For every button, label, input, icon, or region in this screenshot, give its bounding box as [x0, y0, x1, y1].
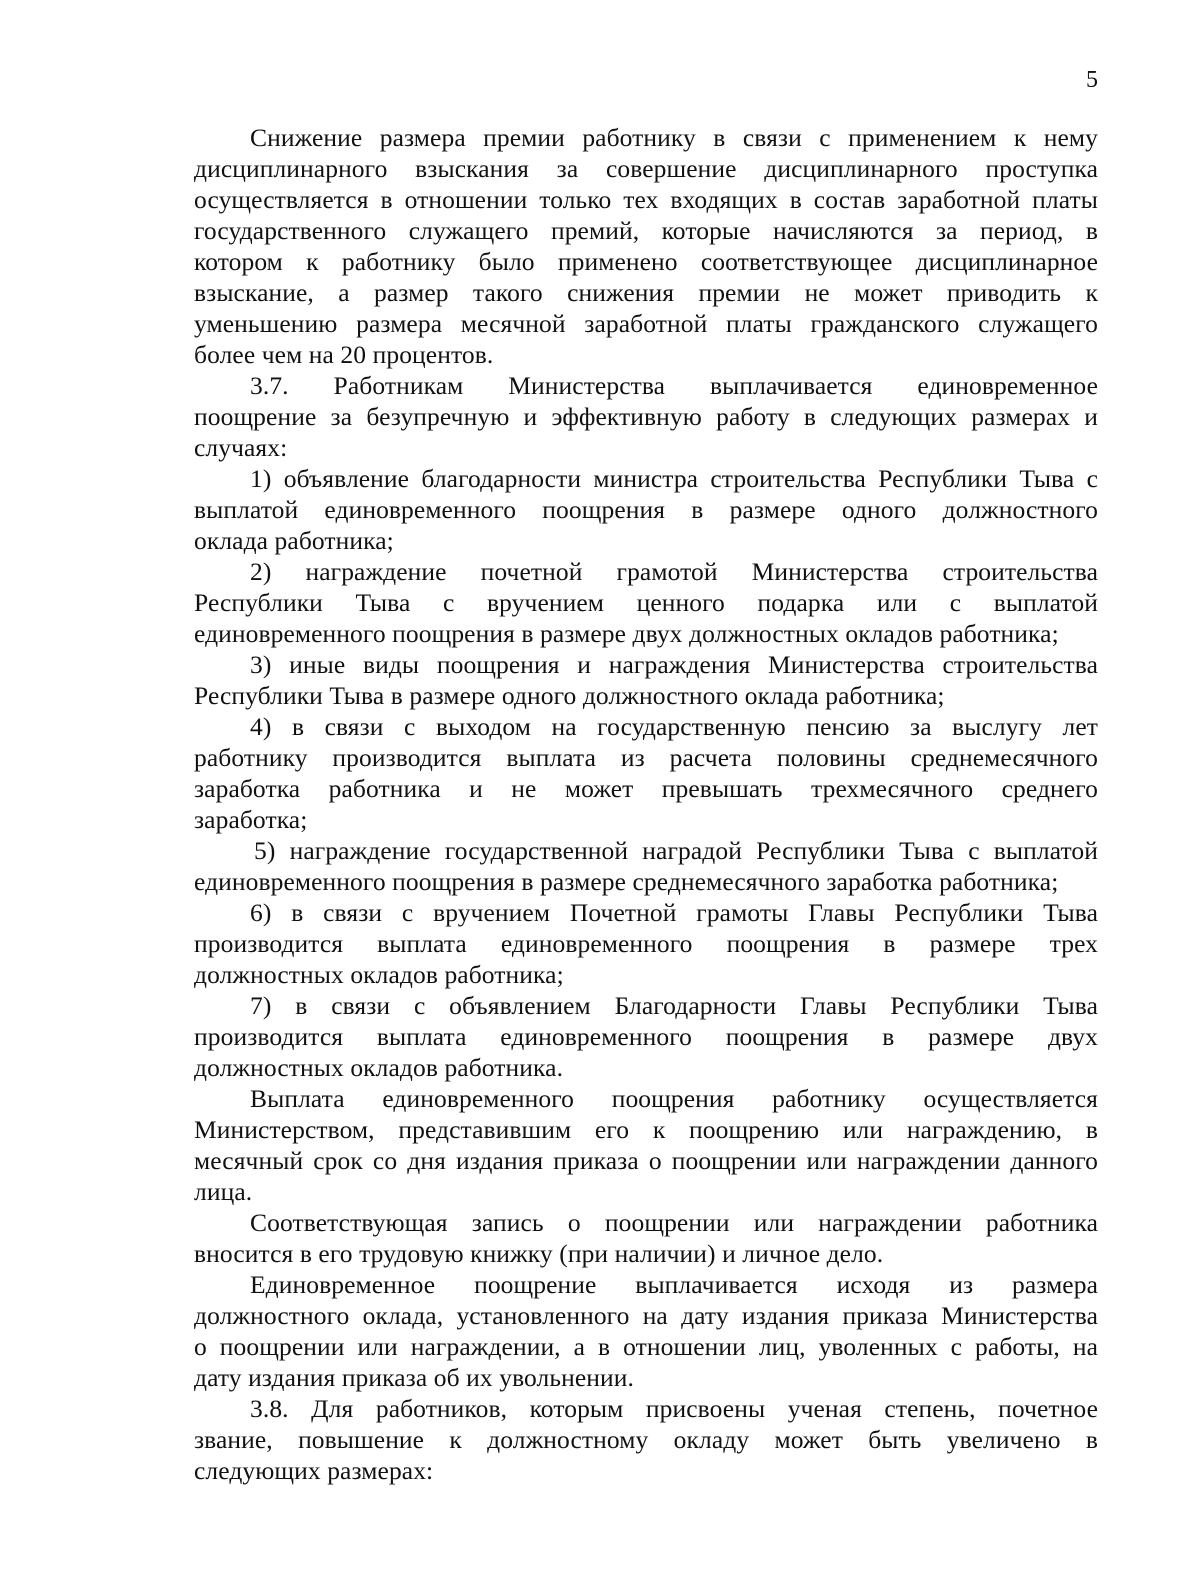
- text-line: случаях:: [194, 433, 288, 462]
- text-line: единовременного поощрения в размере среднемесячного заработка работника;: [194, 867, 1059, 896]
- text-line: оклада работника;: [194, 526, 394, 555]
- text-line: производится выплата единовременного поощрения в размере трех: [194, 929, 1098, 958]
- paragraph: [194, 1269, 1098, 1393]
- text-line: Снижение размера премии работнику в связи с применением к нему: [250, 123, 1098, 152]
- paragraph: [194, 1393, 1098, 1486]
- text-line: 6) в связи с вручением Почетной грамоты Главы Республики Тыва: [250, 898, 1098, 927]
- text-line: государственного служащего премий, которые начисляются за период, в: [194, 216, 1098, 245]
- text-line: Республики Тыва в размере одного должностного оклада работника;: [194, 681, 945, 710]
- paragraph: [194, 122, 1098, 370]
- paragraph: [194, 711, 1098, 835]
- text-line: Выплата единовременного поощрения работнику осуществляется: [250, 1084, 1098, 1113]
- text-line: Республики Тыва с вручением ценного подарка или с выплатой: [194, 588, 1098, 617]
- text-line: 5) награждение государственной наградой Республики Тыва с выплатой: [254, 836, 1098, 865]
- text-line: 7) в связи с объявлением Благодарности Главы Республики Тыва: [250, 991, 1098, 1020]
- paragraph: [194, 990, 1098, 1083]
- text-line: работнику производится выплата из расчета половины среднемесячного: [194, 743, 1098, 772]
- text-line: Единовременное поощрение выплачивается исходя из размера: [250, 1270, 1098, 1299]
- text-line: более чем на 20 процентов.: [194, 340, 494, 369]
- text-line: звание, повышение к должностному окладу может быть увеличено в: [194, 1425, 1098, 1454]
- text-line: дисциплинарного взыскания за совершение дисциплинарного проступка: [194, 154, 1098, 183]
- text-line: лица.: [194, 1177, 253, 1206]
- text-line: вносится в его трудовую книжку (при наличии) и личное дело.: [194, 1239, 884, 1268]
- text-line: 3) иные виды поощрения и награждения Министерства строительства: [250, 650, 1098, 679]
- text-line: должностных окладов работника.: [194, 1053, 564, 1082]
- paragraph: [194, 370, 1098, 463]
- text-line: выплатой единовременного поощрения в размере одного должностного: [194, 495, 1098, 524]
- page-number: 5: [1086, 67, 1098, 93]
- text-line: должностного оклада, установленного на дату издания приказа Министерства: [194, 1301, 1098, 1330]
- document-body: [194, 122, 1098, 1486]
- paragraph: [194, 835, 1098, 897]
- text-line: о поощрении или награждении, а в отношении лиц, уволенных с работы, на: [194, 1332, 1098, 1361]
- text-line: заработка;: [194, 805, 308, 834]
- text-line: осуществляется в отношении только тех входящих в состав заработной платы: [194, 185, 1098, 214]
- text-line: месячный срок со дня издания приказа о поощрении или награждении данного: [194, 1146, 1098, 1175]
- paragraph: [194, 1207, 1098, 1269]
- text-line: уменьшению размера месячной заработной платы гражданского служащего: [194, 309, 1098, 338]
- text-line: единовременного поощрения в размере двух должностных окладов работника;: [194, 619, 1059, 648]
- paragraph: [194, 897, 1098, 990]
- text-line: поощрение за безупречную и эффективную работу в следующих размерах и: [194, 402, 1098, 431]
- paragraph: [194, 649, 1098, 711]
- text-line: Соответствующая запись о поощрении или награждении работника: [250, 1208, 1098, 1237]
- text-line: 4) в связи с выходом на государственную пенсию за выслугу лет: [250, 712, 1098, 741]
- text-line: взыскание, а размер такого снижения премии не может приводить к: [194, 278, 1098, 307]
- text-line: котором к работнику было применено соответствующее дисциплинарное: [194, 247, 1098, 276]
- text-line: следующих размерах:: [194, 1456, 434, 1485]
- text-line: 2) награждение почетной грамотой Министерства строительства: [250, 557, 1098, 586]
- paragraph: [194, 556, 1098, 649]
- text-line: 3.7. Работникам Министерства выплачивается единовременное: [250, 371, 1098, 400]
- paragraph: [194, 1083, 1098, 1207]
- text-line: дату издания приказа об их увольнении.: [194, 1363, 634, 1392]
- text-line: производится выплата единовременного поощрения в размере двух: [194, 1022, 1098, 1051]
- text-line: заработка работника и не может превышать трехмесячного среднего: [194, 774, 1098, 803]
- paragraph: [194, 463, 1098, 556]
- text-line: Министерством, представившим его к поощрению или награждению, в: [194, 1115, 1098, 1144]
- text-line: 1) объявление благодарности министра строительства Республики Тыва с: [250, 464, 1098, 493]
- text-line: 3.8. Для работников, которым присвоены ученая степень, почетное: [250, 1394, 1098, 1423]
- text-line: должностных окладов работника;: [194, 960, 564, 989]
